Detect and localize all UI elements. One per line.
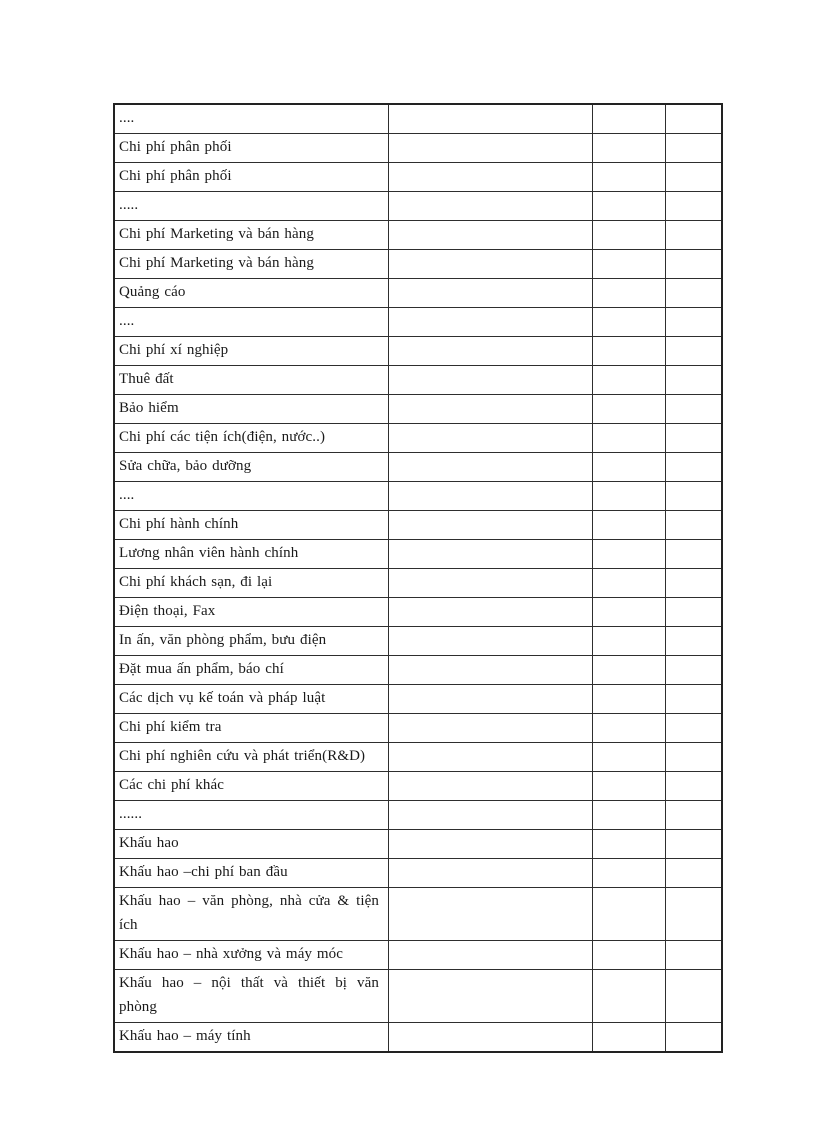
expense-label-cell: Chi phí các tiện ích(điện, nước..) <box>114 424 389 453</box>
empty-cell <box>593 279 666 308</box>
expense-label-cell: Sửa chữa, bảo dưỡng <box>114 453 389 482</box>
empty-cell <box>593 192 666 221</box>
empty-cell <box>389 714 593 743</box>
empty-cell <box>389 163 593 192</box>
expense-label-cell: Lương nhân viên hành chính <box>114 540 389 569</box>
expense-label-cell: .... <box>114 482 389 511</box>
table-row <box>114 163 722 192</box>
table-row <box>114 134 722 163</box>
expense-label-cell: .... <box>114 104 389 134</box>
empty-cell <box>593 337 666 366</box>
empty-cell <box>593 104 666 134</box>
empty-cell <box>666 279 723 308</box>
empty-cell <box>389 424 593 453</box>
table-row <box>114 221 722 250</box>
empty-cell <box>666 511 723 540</box>
empty-cell <box>666 801 723 830</box>
expense-label-cell: ...... <box>114 801 389 830</box>
empty-cell <box>593 656 666 685</box>
empty-cell <box>389 192 593 221</box>
table-row <box>114 366 722 395</box>
empty-cell <box>389 221 593 250</box>
table-row <box>114 104 722 134</box>
table-row <box>114 941 722 970</box>
expense-label-cell: Chi phí kiểm tra <box>114 714 389 743</box>
empty-cell <box>666 540 723 569</box>
empty-cell <box>666 104 723 134</box>
table-row <box>114 192 722 221</box>
empty-cell <box>389 395 593 424</box>
table-row <box>114 888 722 941</box>
empty-cell <box>389 279 593 308</box>
table-row <box>114 772 722 801</box>
empty-cell <box>389 743 593 772</box>
empty-cell <box>389 337 593 366</box>
table-row <box>114 279 722 308</box>
empty-cell <box>666 337 723 366</box>
empty-cell <box>593 221 666 250</box>
empty-cell <box>666 714 723 743</box>
table-row <box>114 598 722 627</box>
expense-label-cell: Điện thoại, Fax <box>114 598 389 627</box>
empty-cell <box>666 163 723 192</box>
empty-cell <box>666 888 723 941</box>
empty-cell <box>389 104 593 134</box>
table-row <box>114 1023 722 1053</box>
empty-cell <box>666 482 723 511</box>
table-row <box>114 656 722 685</box>
empty-cell <box>666 743 723 772</box>
expense-label-cell: .... <box>114 308 389 337</box>
empty-cell <box>389 772 593 801</box>
empty-cell <box>593 134 666 163</box>
empty-cell <box>666 134 723 163</box>
expense-label-cell: Các chi phí khác <box>114 772 389 801</box>
expense-label-cell: Khấu hao –chi phí ban đầu <box>114 859 389 888</box>
empty-cell <box>389 598 593 627</box>
table-row <box>114 743 722 772</box>
table-row <box>114 337 722 366</box>
table-row <box>114 830 722 859</box>
empty-cell <box>593 598 666 627</box>
expense-label-cell: Đặt mua ấn phẩm, báo chí <box>114 656 389 685</box>
expense-label-cell: In ấn, văn phòng phẩm, bưu điện <box>114 627 389 656</box>
empty-cell <box>666 366 723 395</box>
empty-cell <box>666 192 723 221</box>
empty-cell <box>593 511 666 540</box>
empty-cell <box>593 772 666 801</box>
table-row <box>114 685 722 714</box>
expense-label-cell: Khấu hao <box>114 830 389 859</box>
table-row <box>114 453 722 482</box>
empty-cell <box>666 569 723 598</box>
expense-label-cell: Quảng cáo <box>114 279 389 308</box>
empty-cell <box>593 801 666 830</box>
expense-label-cell: Khấu hao – văn phòng, nhà cửa & tiện ích <box>114 888 389 941</box>
empty-cell <box>666 250 723 279</box>
empty-cell <box>593 888 666 941</box>
empty-cell <box>389 1023 593 1053</box>
table-row <box>114 569 722 598</box>
empty-cell <box>389 134 593 163</box>
empty-cell <box>389 250 593 279</box>
empty-cell <box>593 941 666 970</box>
empty-cell <box>389 685 593 714</box>
table-row <box>114 801 722 830</box>
table-row <box>114 970 722 1023</box>
expense-label-cell: Chi phí nghiên cứu và phát triển(R&D) <box>114 743 389 772</box>
empty-cell <box>593 424 666 453</box>
empty-cell <box>666 859 723 888</box>
empty-cell <box>593 743 666 772</box>
table-row <box>114 395 722 424</box>
empty-cell <box>593 569 666 598</box>
empty-cell <box>389 970 593 1023</box>
table-row <box>114 859 722 888</box>
empty-cell <box>593 714 666 743</box>
empty-cell <box>389 511 593 540</box>
empty-cell <box>389 888 593 941</box>
table-row <box>114 424 722 453</box>
expense-label-cell: Chi phí khách sạn, đi lại <box>114 569 389 598</box>
table-row <box>114 511 722 540</box>
expense-label-cell: Chi phí phân phối <box>114 163 389 192</box>
empty-cell <box>389 830 593 859</box>
empty-cell <box>666 941 723 970</box>
empty-cell <box>593 970 666 1023</box>
empty-cell <box>593 540 666 569</box>
expense-label-cell: Chi phí hành chính <box>114 511 389 540</box>
empty-cell <box>389 656 593 685</box>
empty-cell <box>593 627 666 656</box>
empty-cell <box>389 366 593 395</box>
empty-cell <box>389 453 593 482</box>
table-row <box>114 714 722 743</box>
expense-label-cell: Khấu hao – máy tính <box>114 1023 389 1053</box>
empty-cell <box>389 482 593 511</box>
expense-label-cell: Chi phí Marketing và bán hàng <box>114 250 389 279</box>
empty-cell <box>593 250 666 279</box>
expense-label-cell: Chi phí Marketing và bán hàng <box>114 221 389 250</box>
empty-cell <box>666 627 723 656</box>
expense-label-cell: Khấu hao – nhà xưởng và máy móc <box>114 941 389 970</box>
empty-cell <box>389 859 593 888</box>
empty-cell <box>666 830 723 859</box>
expense-label-cell: Chi phí xí nghiệp <box>114 337 389 366</box>
expense-table <box>113 103 723 1053</box>
empty-cell <box>666 395 723 424</box>
empty-cell <box>666 424 723 453</box>
expense-label-cell: Chi phí phân phối <box>114 134 389 163</box>
empty-cell <box>593 308 666 337</box>
empty-cell <box>666 308 723 337</box>
expense-label-cell: Thuê đất <box>114 366 389 395</box>
empty-cell <box>593 453 666 482</box>
table-row <box>114 540 722 569</box>
empty-cell <box>593 1023 666 1053</box>
empty-cell <box>389 941 593 970</box>
table-row <box>114 308 722 337</box>
expense-label-cell: Các dịch vụ kế toán và pháp luật <box>114 685 389 714</box>
empty-cell <box>593 685 666 714</box>
empty-cell <box>593 395 666 424</box>
empty-cell <box>593 163 666 192</box>
table-row <box>114 627 722 656</box>
empty-cell <box>666 598 723 627</box>
empty-cell <box>666 1023 723 1053</box>
empty-cell <box>389 801 593 830</box>
empty-cell <box>593 366 666 395</box>
empty-cell <box>389 569 593 598</box>
empty-cell <box>666 221 723 250</box>
empty-cell <box>666 685 723 714</box>
table-row <box>114 482 722 511</box>
table-row <box>114 250 722 279</box>
expense-label-cell: Bảo hiểm <box>114 395 389 424</box>
empty-cell <box>389 308 593 337</box>
expense-label-cell: ..... <box>114 192 389 221</box>
empty-cell <box>593 859 666 888</box>
empty-cell <box>666 970 723 1023</box>
expense-table-body <box>114 104 722 1052</box>
empty-cell <box>666 656 723 685</box>
empty-cell <box>389 540 593 569</box>
expense-label-cell: Khấu hao – nội thất và thiết bị văn phòng <box>114 970 389 1023</box>
empty-cell <box>666 453 723 482</box>
empty-cell <box>666 772 723 801</box>
empty-cell <box>593 830 666 859</box>
empty-cell <box>593 482 666 511</box>
empty-cell <box>389 627 593 656</box>
